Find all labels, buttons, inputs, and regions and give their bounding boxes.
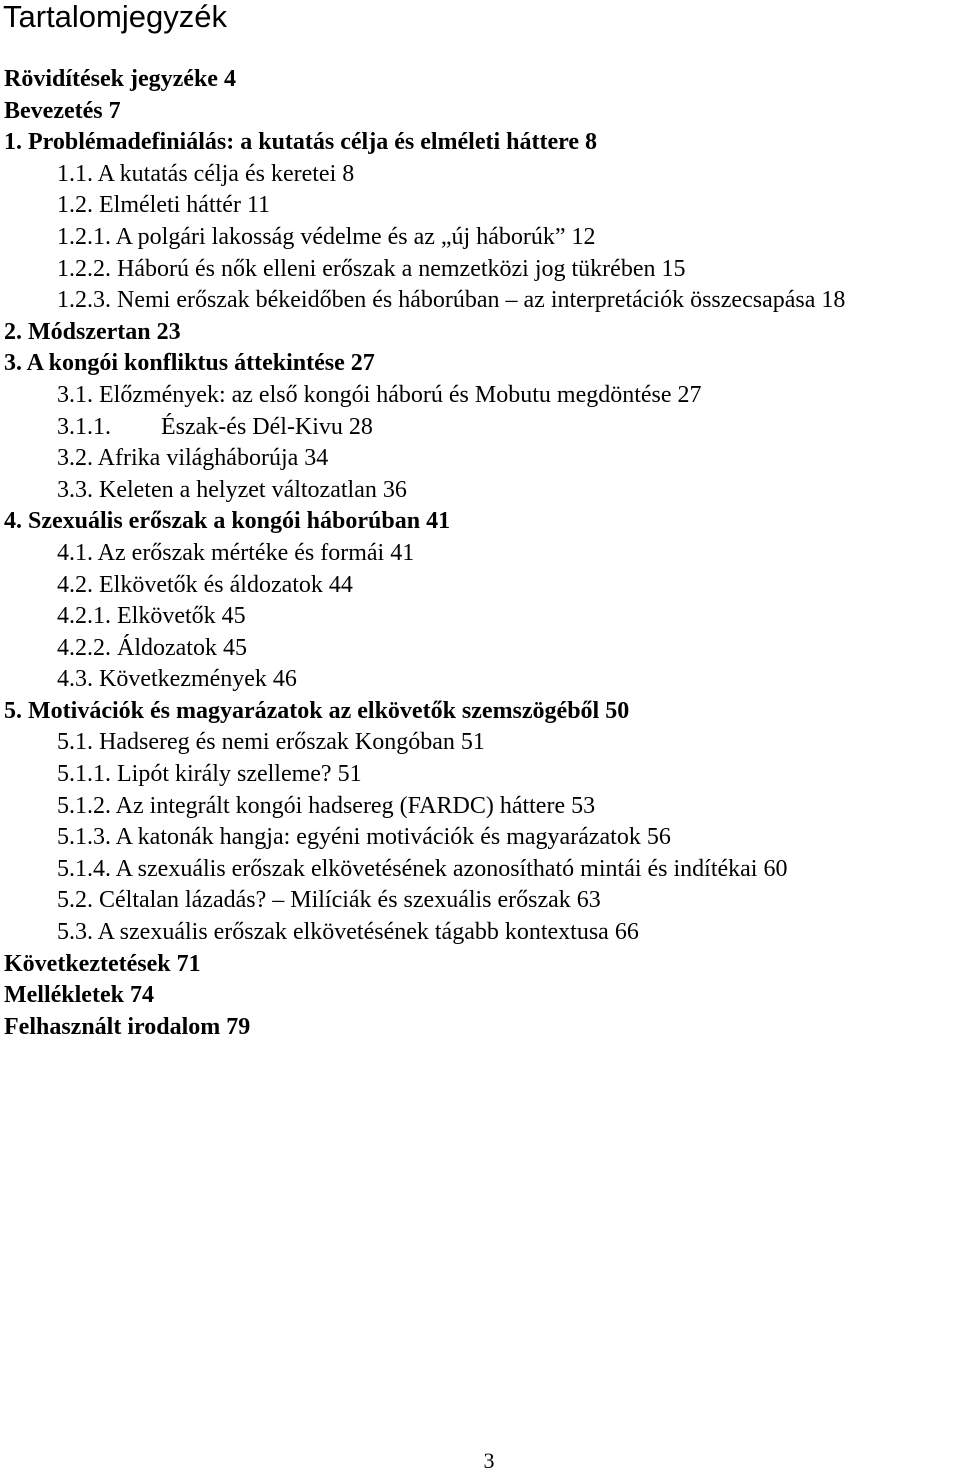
toc-entry <box>0 96 960 128</box>
toc-entry <box>0 601 960 633</box>
toc-entry <box>0 633 960 665</box>
toc-entry-text: 1.1. A kutatás célja és keretei 8 <box>57 160 355 187</box>
toc-entry <box>0 664 960 696</box>
toc-entry-text: 2. Módszertan 23 <box>4 318 181 345</box>
toc-entry-text: Következtetések 71 <box>4 950 201 977</box>
toc-entry <box>0 949 960 981</box>
toc-entry-text: Rövidítések jegyzéke 4 <box>4 66 236 92</box>
page-number: 3 <box>483 1448 495 1473</box>
toc-entry-text: 4.3. Következmények 46 <box>57 666 297 693</box>
toc-entry-text: 1. Problémadefiniálás: a kutatás célja és elméleti háttere 8 <box>4 129 597 156</box>
toc-entry-text: 1.2.3. Nemi erőszak békeidőben és háborúban – az interpretációk összecsapása 18 <box>57 287 846 314</box>
toc-entry <box>0 980 960 1012</box>
toc-entry-text: 4.1. Az erőszak mértéke és formái 41 <box>57 539 415 566</box>
toc-entry-text: 5.1.4. A szexuális erőszak elkövetésének azonosítható mintái és indítékai 60 <box>57 855 788 882</box>
toc-entry <box>0 917 960 949</box>
toc-entry <box>0 443 960 475</box>
toc-entry-text: 3. A kongói konfliktus áttekintése 27 <box>4 350 375 377</box>
toc-entry <box>0 1012 960 1044</box>
toc-entry-text: 5. Motivációk és magyarázatok az elkövetők szemszögéből 50 <box>4 697 630 724</box>
toc-entry <box>0 696 960 728</box>
toc-entry-text: 5.1.3. A katonák hangja: egyéni motivációk és magyarázatok 56 <box>57 824 671 851</box>
toc-entry-text: Felhasznált irodalom 79 <box>4 1013 251 1040</box>
toc-entry <box>0 506 960 538</box>
toc-entry-text: Észak-és Dél-Kivu 28 <box>161 413 373 440</box>
toc-entry <box>0 380 960 412</box>
toc-entry-text: Mellékletek 74 <box>4 982 154 1009</box>
toc-entry-text: 1.2.1. A polgári lakosság védelme és az „új háborúk” 12 <box>57 223 596 250</box>
toc-entry-text: 4.2.1. Elkövetők 45 <box>57 603 246 630</box>
toc-entry <box>0 64 960 96</box>
toc-entry-text: 5.3. A szexuális erőszak elkövetésének tágabb kontextusa 66 <box>57 919 639 946</box>
toc-entry-text: 3.2. Afrika világháborúja 34 <box>57 445 329 472</box>
toc-entry <box>0 759 960 791</box>
toc-entry <box>0 885 960 917</box>
toc-entry <box>0 822 960 854</box>
toc-entry <box>0 727 960 759</box>
toc-entry <box>0 222 960 254</box>
toc-entry <box>0 317 960 349</box>
toc-entry-text: 5.1.2. Az integrált kongói hadsereg (FARDC) háttere 53 <box>57 792 596 819</box>
table-of-contents <box>0 64 960 1043</box>
toc-entry <box>0 127 960 159</box>
toc-entry-text: Bevezetés 7 <box>4 97 121 124</box>
toc-entry-text: 1.2.2. Háború és nők elleni erőszak a nemzetközi jog tükrében 15 <box>57 255 686 282</box>
toc-entry <box>0 854 960 886</box>
toc-entry-text: 5.1.1. Lipót király szelleme? 51 <box>57 761 362 788</box>
toc-entry <box>0 190 960 222</box>
toc-entry <box>0 791 960 823</box>
toc-entry <box>0 475 960 507</box>
toc-entry-text: 5.1. Hadsereg és nemi erőszak Kongóban 51 <box>57 729 485 756</box>
toc-entry-text: 4.2.2. Áldozatok 45 <box>57 634 247 661</box>
toc-entry <box>0 254 960 286</box>
toc-entry <box>0 348 960 380</box>
toc-entry-text: 4. Szexuális erőszak a kongói háborúban 41 <box>4 508 451 535</box>
page-title: Tartalomjegyzék <box>3 0 227 34</box>
toc-entry <box>0 285 960 317</box>
toc-entry <box>0 159 960 191</box>
toc-entry-text: 1.2. Elméleti háttér 11 <box>57 192 271 219</box>
toc-entry-number: 3.1.1. <box>57 413 111 440</box>
toc-entry <box>0 412 960 444</box>
toc-entry-text: 4.2. Elkövetők és áldozatok 44 <box>57 571 353 598</box>
toc-entry-text: 3.3. Keleten a helyzet változatlan 36 <box>57 476 407 503</box>
toc-entry <box>0 538 960 570</box>
toc-entry-text: 3.1. Előzmények: az első kongói háború és Mobutu megdöntése 27 <box>57 381 702 408</box>
toc-entry-text: 5.2. Céltalan lázadás? – Milíciák és szexuális erőszak 63 <box>57 887 601 914</box>
toc-entry <box>0 570 960 602</box>
